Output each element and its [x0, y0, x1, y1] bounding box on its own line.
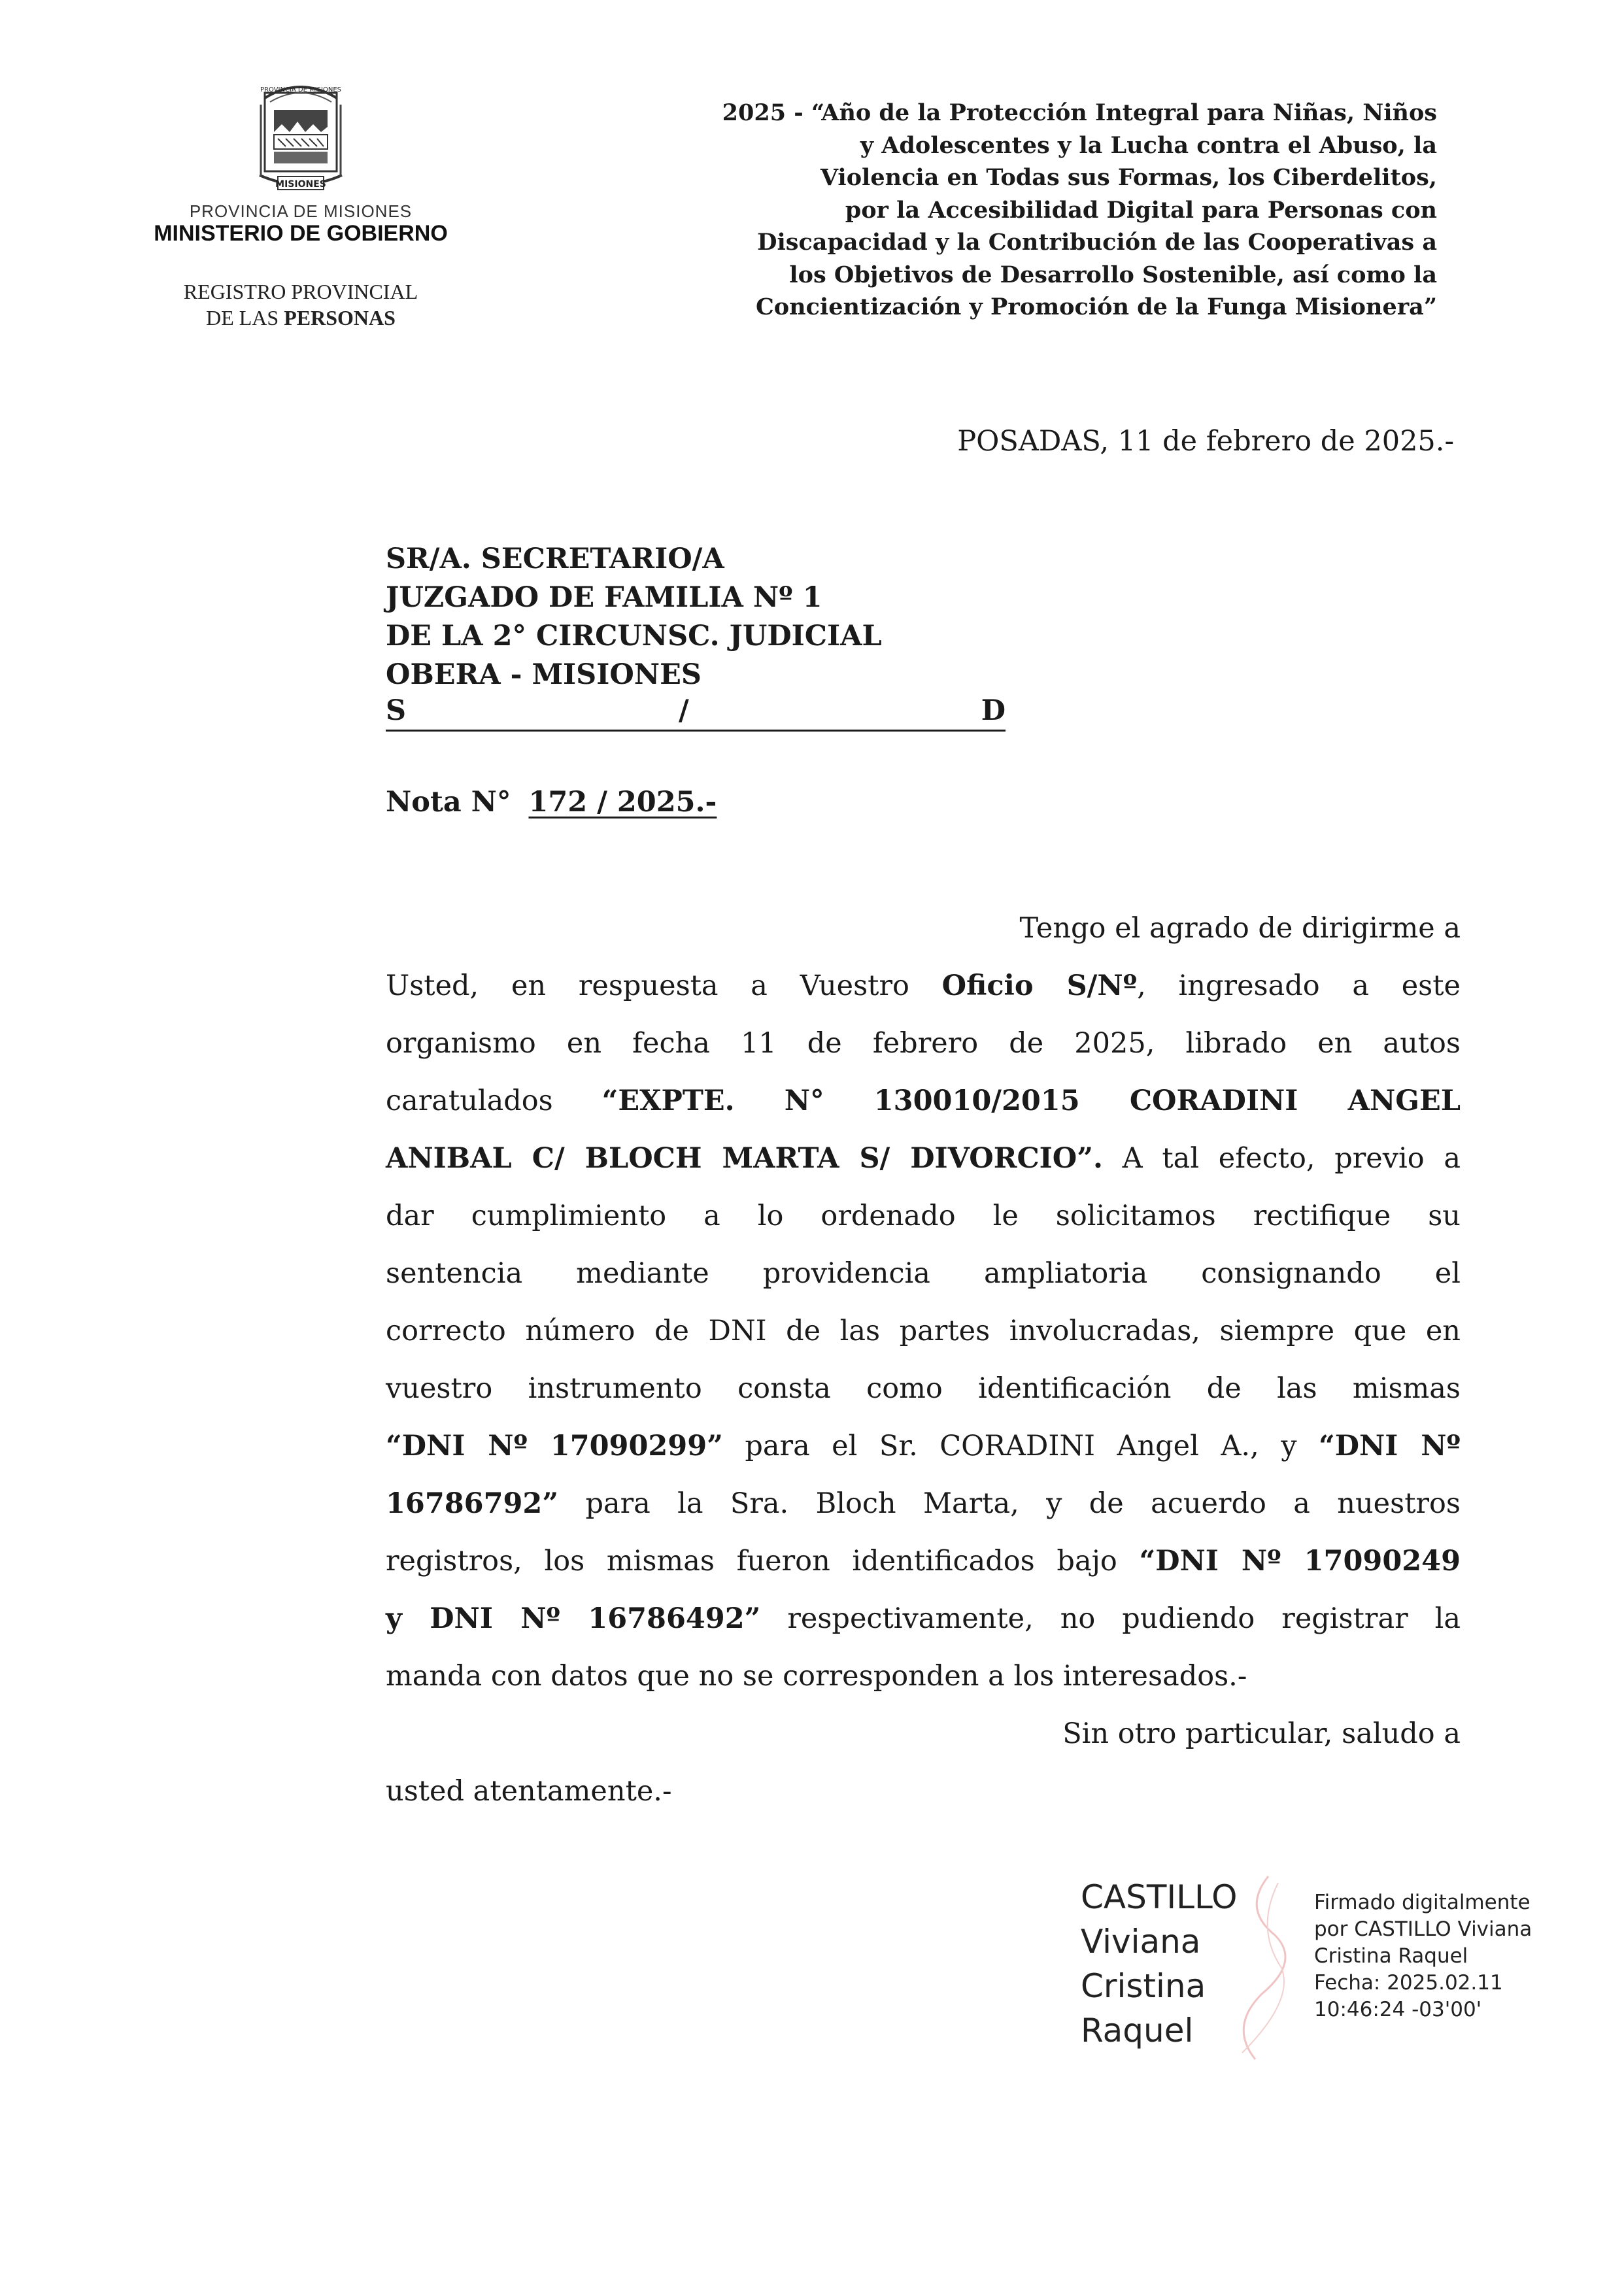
sd-d: D: [981, 694, 1006, 727]
emblem-top-text: PROVINCIA DE MISIONES: [260, 86, 341, 93]
ministry-name: MINISTERIO DE GOBIERNO: [154, 221, 448, 246]
body-text: A tal efecto, previo a: [1102, 1142, 1461, 1175]
body-line: [386, 1130, 1461, 1187]
registry-name-line2: [131, 306, 471, 330]
body-line: vuestro instrumento consta como identificación de las mismas: [386, 1372, 1461, 1405]
body-line: Tengo el agrado de dirigirme a: [1019, 912, 1461, 945]
body-line: Sin otro particular, saludo a: [1062, 1717, 1461, 1750]
body-line: [386, 1072, 1461, 1130]
body-line: [386, 1590, 1461, 1647]
motto-line: Concientización y Promoción de la Funga Misionera”: [755, 294, 1437, 320]
signer-name: [1081, 1875, 1237, 2053]
motto-line: y Adolescentes y la Lucha contra el Abuso, la: [860, 131, 1437, 159]
oficio-ref: Oficio S/Nº: [941, 970, 1138, 1002]
institution-header: [131, 72, 471, 346]
province-name: PROVINCIA DE MISIONES: [189, 201, 413, 221]
signer-name-line: CASTILLO: [1081, 1878, 1238, 1916]
addressee-line: DE LA 2° CIRCUNSC. JUDICIAL: [386, 620, 882, 652]
signer-name-line: Viviana: [1081, 1923, 1201, 1961]
motto-line: los Objetivos de Desarrollo Sostenible, así como la: [789, 261, 1437, 288]
signature-detail-line: Fecha: 2025.02.11: [1314, 1971, 1503, 1995]
note-number: [386, 786, 717, 818]
letter-body: [386, 900, 1461, 1820]
body-text: para el Sr. CORADINI Angel A., y: [722, 1430, 1319, 1462]
signature-detail-line: Cristina Raquel: [1314, 1944, 1468, 1968]
body-line: manda con datos que no se corresponden a los interesados.-: [386, 1660, 1247, 1693]
body-text: respectivamente, no pudiendo registrar la: [760, 1602, 1461, 1635]
case-title: ANIBAL C/ BLOCH MARTA S/ DIVORCIO”.: [386, 1142, 1103, 1175]
addressee-line: SR/A. SECRETARIO/A: [386, 543, 724, 575]
digital-signature-details: [1314, 1889, 1532, 2023]
addressee-line: OBERA - MISIONES: [386, 658, 702, 691]
registry-name-bold: PERSONAS: [284, 306, 396, 329]
emblem-bottom-text: MISIONES: [275, 179, 326, 190]
note-label: Nota N°: [386, 786, 511, 818]
document-date: POSADAS, 11 de febrero de 2025.-: [957, 425, 1454, 458]
body-text: para la Sra. Bloch Marta, y de acuerdo a nuestros: [558, 1487, 1461, 1520]
official-year-motto: [588, 97, 1437, 324]
body-text: caratulados: [386, 1085, 602, 1117]
body-line: [386, 1475, 1461, 1532]
signature-detail-line: 10:46:24 -03'00': [1314, 1998, 1482, 2021]
provincial-emblem-icon: [245, 78, 356, 196]
motto-line: Discapacidad y la Contribución de las Cooperativas a: [757, 229, 1437, 256]
motto-line: 2025 - “Año de la Protección Integral para Niñas, Niños: [722, 99, 1437, 126]
signer-name-line: Raquel: [1081, 2012, 1194, 2049]
dni-ref: “DNI Nº: [1318, 1430, 1461, 1462]
body-text: Usted, en respuesta a Vuestro: [386, 970, 942, 1002]
addressee-line: JUZGADO DE FAMILIA Nº 1: [386, 581, 822, 614]
registry-name-line1: REGISTRO PROVINCIAL: [183, 280, 418, 303]
body-line: dar cumplimiento a lo ordenado le solicitamos rectifique su: [386, 1200, 1461, 1232]
signature-detail-line: por CASTILLO Viviana: [1314, 1917, 1532, 1941]
dni-ref: 16786792”: [386, 1487, 559, 1520]
body-line: [386, 1417, 1461, 1475]
signature-flourish-icon: [1216, 1870, 1308, 2066]
dni-ref: “DNI Nº 17090249: [1139, 1545, 1461, 1577]
signature-detail-line: Firmado digitalmente: [1314, 1891, 1531, 1914]
registry-name-prefix: DE LAS: [206, 306, 284, 329]
case-title: “EXPTE. N° 130010/2015 CORADINI ANGEL: [601, 1085, 1461, 1117]
note-number-value: 172 / 2025.-: [528, 786, 717, 818]
body-line: usted atentamente.-: [386, 1775, 672, 1808]
sd-slash: /: [679, 694, 689, 727]
body-line: organismo en fecha 11 de febrero de 2025, librado en autos: [386, 1027, 1461, 1060]
dni-ref: y DNI Nº 16786492”: [386, 1602, 761, 1635]
body-line: [386, 957, 1461, 1015]
su-despacho-line: [386, 694, 1006, 732]
sd-s: S: [386, 694, 407, 727]
signer-name-line: Cristina: [1081, 1967, 1206, 2005]
body-text: registros, los mismas fueron identificados bajo: [386, 1545, 1140, 1577]
body-line: [386, 1532, 1461, 1590]
addressee-block: [386, 540, 882, 694]
body-line: correcto número de DNI de las partes involucradas, siempre que en: [386, 1315, 1461, 1347]
body-line: sentencia mediante providencia ampliatoria consignando el: [386, 1257, 1461, 1290]
motto-line: por la Accesibilidad Digital para Personas con: [845, 196, 1437, 224]
motto-line: Violencia en Todas sus Formas, los Ciberdelitos,: [820, 164, 1437, 191]
body-text: , ingresado a este: [1137, 970, 1461, 1002]
dni-ref: “DNI Nº 17090299”: [386, 1430, 723, 1462]
